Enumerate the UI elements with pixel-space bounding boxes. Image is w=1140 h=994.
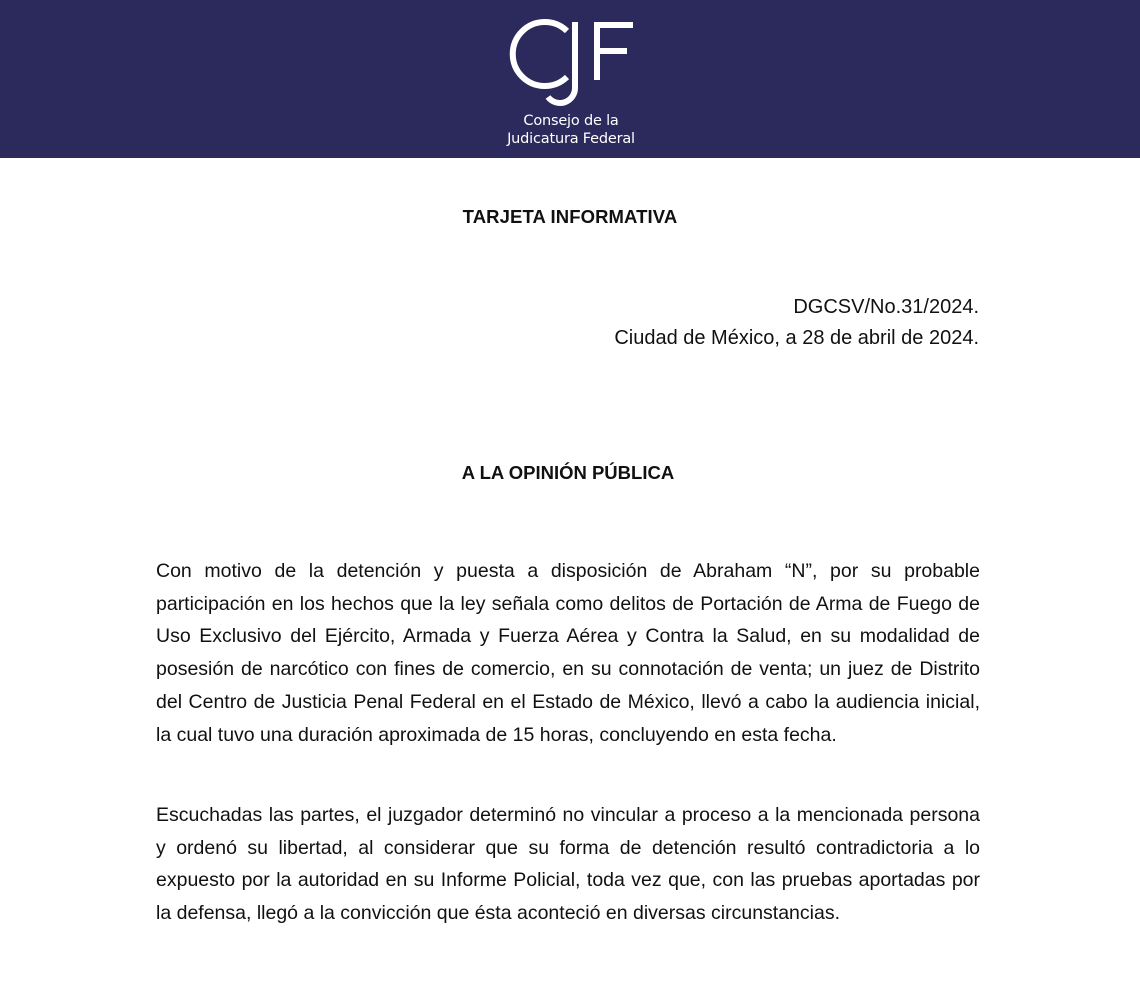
reference-number: DGCSV/No.31/2024. [793,296,979,318]
salutation: A LA OPINIÓN PÚBLICA [461,462,675,483]
card-title: TARJETA INFORMATIVA [462,206,678,227]
org-name [496,112,646,148]
org-name-line1: Consejo de la [523,113,619,129]
org-name-line2: Judicatura Federal [507,131,635,147]
paragraph-1: Con motivo de la detención y puesta a disposición de Abraham “N”, por su probable participación en los hechos que la ley señala como delitos de Portación de Arma de Fuego de Uso Exclusivo del Ejército, Armada y Fuerza Aérea y Contra la Salud, en su modalidad de posesión de narcótico con fines de comercio, en su connotación de venta; un juez de Distrito del Centro de Justicia Penal Federal en el Estado de México, llevó a cabo la audiencia inicial, la cual tuvo una duración aproximada de 15 horas, concluyendo en esta fecha. [156,560,980,746]
paragraph-2: Escuchadas las partes, el juzgador determinó no vincular a proceso a la mencionada persona y ordenó su libertad, al considerar que su forma de detención resultó contradictoria a lo expuesto por la autoridad en su Informe Policial, toda vez que, con las pruebas aportadas por la defensa, llegó a la convicción que ésta aconteció en diversas circunstancias. [156,804,980,925]
header-band [0,0,1140,158]
place-date: Ciudad de México, a 28 de abril de 2024. [614,327,979,349]
document-meta [614,292,979,354]
cjf-logo [505,14,640,118]
